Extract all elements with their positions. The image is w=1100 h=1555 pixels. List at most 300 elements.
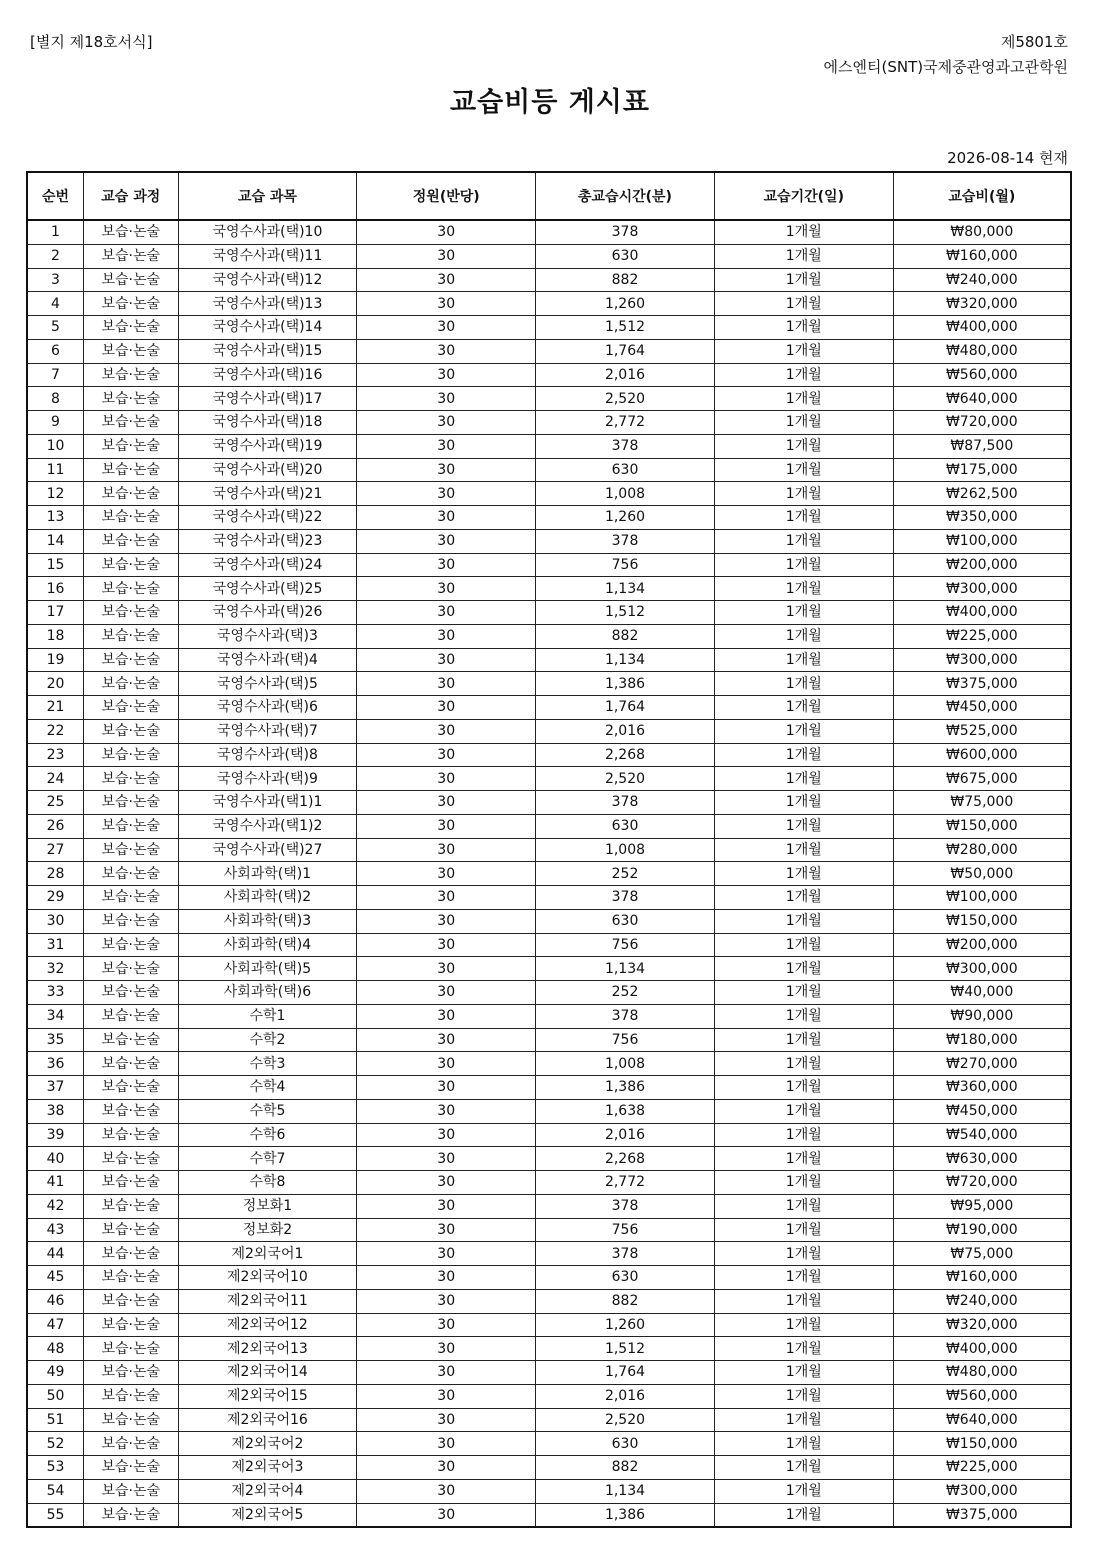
cell-course: 보습·논술: [84, 1147, 179, 1171]
cell-capacity: 30: [357, 292, 536, 316]
cell-fee: ₩87,500: [893, 434, 1071, 458]
cell-capacity: 30: [357, 1432, 536, 1456]
cell-course: 보습·논술: [84, 339, 179, 363]
column-header-subject: 교습 과목: [178, 172, 357, 220]
cell-subject: 국영수사과(택)25: [178, 577, 357, 601]
cell-total-minutes: 630: [536, 909, 715, 933]
cell-total-minutes: 630: [536, 1432, 715, 1456]
cell-seq: 50: [27, 1384, 84, 1408]
cell-capacity: 30: [357, 1099, 536, 1123]
cell-period: 1개월: [714, 1004, 893, 1028]
cell-subject: 국영수사과(택)15: [178, 339, 357, 363]
table-row: [27, 743, 1071, 767]
cell-fee: ₩50,000: [893, 862, 1071, 886]
cell-fee: ₩320,000: [893, 292, 1071, 316]
cell-capacity: 30: [357, 411, 536, 435]
table-row: [27, 411, 1071, 435]
cell-total-minutes: 1,008: [536, 838, 715, 862]
cell-seq: 1: [27, 220, 84, 244]
cell-capacity: 30: [357, 363, 536, 387]
cell-total-minutes: 2,268: [536, 743, 715, 767]
cell-total-minutes: 2,520: [536, 387, 715, 411]
cell-total-minutes: 1,764: [536, 696, 715, 720]
cell-period: 1개월: [714, 1076, 893, 1100]
cell-course: 보습·논술: [84, 316, 179, 340]
cell-seq: 49: [27, 1361, 84, 1385]
table-header-row: [27, 172, 1071, 220]
cell-fee: ₩630,000: [893, 1147, 1071, 1171]
cell-course: 보습·논술: [84, 1052, 179, 1076]
cell-fee: ₩240,000: [893, 268, 1071, 292]
cell-seq: 15: [27, 553, 84, 577]
table-row: [27, 1123, 1071, 1147]
cell-capacity: 30: [357, 814, 536, 838]
cell-fee: ₩150,000: [893, 909, 1071, 933]
cell-period: 1개월: [714, 553, 893, 577]
table-row: [27, 648, 1071, 672]
cell-total-minutes: 1,512: [536, 316, 715, 340]
cell-total-minutes: 1,260: [536, 292, 715, 316]
cell-total-minutes: 1,260: [536, 506, 715, 530]
cell-seq: 6: [27, 339, 84, 363]
table-row: [27, 767, 1071, 791]
cell-fee: ₩80,000: [893, 220, 1071, 244]
cell-seq: 7: [27, 363, 84, 387]
cell-subject: 국영수사과(택)11: [178, 244, 357, 268]
column-header-fee: 교습비(월): [893, 172, 1071, 220]
cell-total-minutes: 1,764: [536, 1361, 715, 1385]
cell-period: 1개월: [714, 933, 893, 957]
cell-fee: ₩300,000: [893, 1479, 1071, 1503]
cell-course: 보습·논술: [84, 387, 179, 411]
cell-course: 보습·논술: [84, 529, 179, 553]
cell-course: 보습·논술: [84, 1337, 179, 1361]
cell-subject: 국영수사과(택)9: [178, 767, 357, 791]
table-row: [27, 1337, 1071, 1361]
fee-table: [26, 171, 1072, 1528]
cell-seq: 51: [27, 1408, 84, 1432]
cell-fee: ₩200,000: [893, 933, 1071, 957]
cell-total-minutes: 378: [536, 886, 715, 910]
cell-total-minutes: 2,016: [536, 1384, 715, 1408]
table-row: [27, 1147, 1071, 1171]
cell-capacity: 30: [357, 1218, 536, 1242]
cell-course: 보습·논술: [84, 1123, 179, 1147]
cell-period: 1개월: [714, 1266, 893, 1290]
cell-total-minutes: 1,008: [536, 482, 715, 506]
cell-course: 보습·논술: [84, 1361, 179, 1385]
cell-fee: ₩40,000: [893, 981, 1071, 1005]
cell-total-minutes: 882: [536, 1456, 715, 1480]
cell-period: 1개월: [714, 981, 893, 1005]
cell-total-minutes: 756: [536, 933, 715, 957]
cell-fee: ₩640,000: [893, 1408, 1071, 1432]
cell-subject: 제2외국어3: [178, 1456, 357, 1480]
cell-course: 보습·논술: [84, 1099, 179, 1123]
cell-course: 보습·논술: [84, 1076, 179, 1100]
cell-capacity: 30: [357, 577, 536, 601]
cell-fee: ₩720,000: [893, 411, 1071, 435]
table-row: [27, 553, 1071, 577]
cell-subject: 수학5: [178, 1099, 357, 1123]
cell-period: 1개월: [714, 316, 893, 340]
table-row: [27, 1479, 1071, 1503]
cell-course: 보습·논술: [84, 1313, 179, 1337]
cell-total-minutes: 882: [536, 1289, 715, 1313]
cell-fee: ₩300,000: [893, 957, 1071, 981]
cell-subject: 국영수사과(택1)2: [178, 814, 357, 838]
table-row: [27, 696, 1071, 720]
cell-capacity: 30: [357, 1194, 536, 1218]
institution-name: 에스엔티(SNT)국제중관영과고관학원: [823, 58, 1068, 76]
table-row: [27, 292, 1071, 316]
cell-total-minutes: 1,008: [536, 1052, 715, 1076]
cell-course: 보습·논술: [84, 220, 179, 244]
cell-capacity: 30: [357, 696, 536, 720]
table-row: [27, 601, 1071, 625]
document-number: 제5801호: [1000, 33, 1068, 51]
cell-total-minutes: 252: [536, 981, 715, 1005]
cell-course: 보습·논술: [84, 743, 179, 767]
cell-seq: 12: [27, 482, 84, 506]
cell-subject: 제2외국어4: [178, 1479, 357, 1503]
cell-seq: 43: [27, 1218, 84, 1242]
cell-period: 1개월: [714, 363, 893, 387]
cell-course: 보습·논술: [84, 648, 179, 672]
cell-period: 1개월: [714, 482, 893, 506]
cell-fee: ₩160,000: [893, 244, 1071, 268]
cell-fee: ₩640,000: [893, 387, 1071, 411]
cell-subject: 사회과학(택)2: [178, 886, 357, 910]
cell-seq: 21: [27, 696, 84, 720]
cell-period: 1개월: [714, 1432, 893, 1456]
cell-total-minutes: 1,134: [536, 577, 715, 601]
cell-period: 1개월: [714, 1147, 893, 1171]
cell-period: 1개월: [714, 601, 893, 625]
cell-fee: ₩600,000: [893, 743, 1071, 767]
cell-subject: 제2외국어16: [178, 1408, 357, 1432]
cell-subject: 수학6: [178, 1123, 357, 1147]
page-title: 교습비등 게시표: [450, 87, 650, 118]
cell-course: 보습·논술: [84, 577, 179, 601]
table-row: [27, 1503, 1071, 1527]
cell-fee: ₩560,000: [893, 363, 1071, 387]
cell-period: 1개월: [714, 1408, 893, 1432]
cell-period: 1개월: [714, 791, 893, 815]
table-row: [27, 624, 1071, 648]
cell-seq: 33: [27, 981, 84, 1005]
cell-fee: ₩480,000: [893, 339, 1071, 363]
cell-period: 1개월: [714, 1289, 893, 1313]
cell-seq: 54: [27, 1479, 84, 1503]
table-row: [27, 838, 1071, 862]
cell-capacity: 30: [357, 1123, 536, 1147]
cell-subject: 국영수사과(택)6: [178, 696, 357, 720]
cell-period: 1개월: [714, 1337, 893, 1361]
cell-seq: 20: [27, 672, 84, 696]
cell-seq: 13: [27, 506, 84, 530]
cell-fee: ₩160,000: [893, 1266, 1071, 1290]
cell-total-minutes: 1,260: [536, 1313, 715, 1337]
table-row: [27, 316, 1071, 340]
cell-subject: 제2외국어1: [178, 1242, 357, 1266]
cell-fee: ₩90,000: [893, 1004, 1071, 1028]
cell-total-minutes: 2,772: [536, 411, 715, 435]
cell-fee: ₩400,000: [893, 316, 1071, 340]
cell-fee: ₩225,000: [893, 1456, 1071, 1480]
cell-capacity: 30: [357, 1171, 536, 1195]
cell-seq: 52: [27, 1432, 84, 1456]
cell-total-minutes: 1,386: [536, 672, 715, 696]
cell-fee: ₩450,000: [893, 696, 1071, 720]
cell-total-minutes: 252: [536, 862, 715, 886]
cell-period: 1개월: [714, 909, 893, 933]
cell-fee: ₩240,000: [893, 1289, 1071, 1313]
cell-fee: ₩175,000: [893, 458, 1071, 482]
cell-seq: 19: [27, 648, 84, 672]
cell-subject: 국영수사과(택)23: [178, 529, 357, 553]
table-row: [27, 719, 1071, 743]
column-header-period: 교습기간(일): [714, 172, 893, 220]
cell-seq: 38: [27, 1099, 84, 1123]
cell-capacity: 30: [357, 482, 536, 506]
cell-fee: ₩100,000: [893, 529, 1071, 553]
cell-total-minutes: 378: [536, 1194, 715, 1218]
cell-subject: 정보화1: [178, 1194, 357, 1218]
cell-fee: ₩360,000: [893, 1076, 1071, 1100]
cell-course: 보습·논술: [84, 1004, 179, 1028]
cell-capacity: 30: [357, 909, 536, 933]
cell-period: 1개월: [714, 1099, 893, 1123]
cell-subject: 제2외국어11: [178, 1289, 357, 1313]
cell-capacity: 30: [357, 553, 536, 577]
cell-course: 보습·논술: [84, 1289, 179, 1313]
cell-period: 1개월: [714, 767, 893, 791]
cell-subject: 국영수사과(택)20: [178, 458, 357, 482]
cell-seq: 3: [27, 268, 84, 292]
cell-total-minutes: 378: [536, 434, 715, 458]
table-row: [27, 1384, 1071, 1408]
cell-capacity: 30: [357, 862, 536, 886]
cell-seq: 25: [27, 791, 84, 815]
cell-course: 보습·논술: [84, 411, 179, 435]
cell-subject: 수학2: [178, 1028, 357, 1052]
cell-fee: ₩300,000: [893, 577, 1071, 601]
cell-period: 1개월: [714, 1503, 893, 1527]
cell-seq: 5: [27, 316, 84, 340]
cell-capacity: 30: [357, 1337, 536, 1361]
cell-subject: 국영수사과(택)3: [178, 624, 357, 648]
column-header-capacity: 정원(반당): [357, 172, 536, 220]
cell-period: 1개월: [714, 957, 893, 981]
cell-seq: 37: [27, 1076, 84, 1100]
cell-total-minutes: 1,764: [536, 339, 715, 363]
table-row: [27, 244, 1071, 268]
cell-total-minutes: 378: [536, 1242, 715, 1266]
cell-period: 1개월: [714, 1052, 893, 1076]
cell-subject: 사회과학(택)6: [178, 981, 357, 1005]
cell-subject: 수학8: [178, 1171, 357, 1195]
cell-fee: ₩200,000: [893, 553, 1071, 577]
cell-subject: 수학3: [178, 1052, 357, 1076]
cell-fee: ₩225,000: [893, 624, 1071, 648]
cell-period: 1개월: [714, 458, 893, 482]
cell-fee: ₩480,000: [893, 1361, 1071, 1385]
cell-seq: 53: [27, 1456, 84, 1480]
cell-seq: 17: [27, 601, 84, 625]
cell-period: 1개월: [714, 244, 893, 268]
cell-seq: 8: [27, 387, 84, 411]
table-row: [27, 339, 1071, 363]
cell-capacity: 30: [357, 434, 536, 458]
cell-capacity: 30: [357, 1076, 536, 1100]
cell-period: 1개월: [714, 1313, 893, 1337]
cell-course: 보습·논술: [84, 1456, 179, 1480]
cell-total-minutes: 1,386: [536, 1503, 715, 1527]
cell-total-minutes: 756: [536, 1028, 715, 1052]
cell-subject: 제2외국어5: [178, 1503, 357, 1527]
table-row: [27, 909, 1071, 933]
cell-fee: ₩525,000: [893, 719, 1071, 743]
cell-capacity: 30: [357, 1242, 536, 1266]
cell-capacity: 30: [357, 268, 536, 292]
cell-subject: 국영수사과(택)27: [178, 838, 357, 862]
table-row: [27, 1289, 1071, 1313]
cell-total-minutes: 1,512: [536, 1337, 715, 1361]
table-row: [27, 1313, 1071, 1337]
column-header-total-minutes: 총교습시간(분): [536, 172, 715, 220]
cell-subject: 국영수사과(택)18: [178, 411, 357, 435]
cell-period: 1개월: [714, 387, 893, 411]
cell-course: 보습·논술: [84, 886, 179, 910]
cell-course: 보습·논술: [84, 1432, 179, 1456]
cell-period: 1개월: [714, 862, 893, 886]
cell-subject: 국영수사과(택)13: [178, 292, 357, 316]
cell-total-minutes: 1,638: [536, 1099, 715, 1123]
cell-capacity: 30: [357, 1313, 536, 1337]
cell-subject: 국영수사과(택)16: [178, 363, 357, 387]
table-row: [27, 482, 1071, 506]
cell-total-minutes: 630: [536, 814, 715, 838]
cell-period: 1개월: [714, 696, 893, 720]
cell-subject: 국영수사과(택)8: [178, 743, 357, 767]
table-row: [27, 981, 1071, 1005]
cell-period: 1개월: [714, 648, 893, 672]
cell-total-minutes: 2,016: [536, 719, 715, 743]
cell-total-minutes: 1,134: [536, 648, 715, 672]
table-row: [27, 791, 1071, 815]
cell-seq: 31: [27, 933, 84, 957]
cell-fee: ₩400,000: [893, 1337, 1071, 1361]
cell-course: 보습·논술: [84, 1028, 179, 1052]
cell-course: 보습·논술: [84, 268, 179, 292]
cell-seq: 24: [27, 767, 84, 791]
cell-fee: ₩400,000: [893, 601, 1071, 625]
cell-period: 1개월: [714, 1456, 893, 1480]
cell-capacity: 30: [357, 458, 536, 482]
cell-fee: ₩95,000: [893, 1194, 1071, 1218]
cell-capacity: 30: [357, 1479, 536, 1503]
cell-total-minutes: 630: [536, 244, 715, 268]
cell-fee: ₩270,000: [893, 1052, 1071, 1076]
as-of-date: 2026-08-14 현재: [947, 149, 1068, 167]
cell-capacity: 30: [357, 220, 536, 244]
cell-subject: 제2외국어13: [178, 1337, 357, 1361]
cell-course: 보습·논술: [84, 482, 179, 506]
cell-period: 1개월: [714, 1218, 893, 1242]
cell-subject: 국영수사과(택)26: [178, 601, 357, 625]
cell-seq: 36: [27, 1052, 84, 1076]
cell-seq: 35: [27, 1028, 84, 1052]
cell-subject: 수학1: [178, 1004, 357, 1028]
cell-period: 1개월: [714, 1242, 893, 1266]
cell-capacity: 30: [357, 1361, 536, 1385]
cell-capacity: 30: [357, 1384, 536, 1408]
cell-capacity: 30: [357, 648, 536, 672]
cell-fee: ₩720,000: [893, 1171, 1071, 1195]
table-row: [27, 1266, 1071, 1290]
cell-subject: 국영수사과(택)4: [178, 648, 357, 672]
cell-total-minutes: 378: [536, 529, 715, 553]
form-label: [별지 제18호서식]: [30, 33, 153, 51]
cell-total-minutes: 2,268: [536, 1147, 715, 1171]
cell-fee: ₩375,000: [893, 1503, 1071, 1527]
cell-capacity: 30: [357, 1004, 536, 1028]
cell-seq: 32: [27, 957, 84, 981]
cell-subject: 국영수사과(택)24: [178, 553, 357, 577]
cell-subject: 국영수사과(택)17: [178, 387, 357, 411]
cell-total-minutes: 1,134: [536, 957, 715, 981]
cell-capacity: 30: [357, 601, 536, 625]
table-row: [27, 387, 1071, 411]
cell-capacity: 30: [357, 767, 536, 791]
cell-course: 보습·논술: [84, 791, 179, 815]
cell-period: 1개월: [714, 1171, 893, 1195]
cell-course: 보습·논술: [84, 719, 179, 743]
table-row: [27, 1242, 1071, 1266]
cell-subject: 수학7: [178, 1147, 357, 1171]
table-row: [27, 529, 1071, 553]
cell-seq: 4: [27, 292, 84, 316]
cell-seq: 2: [27, 244, 84, 268]
cell-fee: ₩75,000: [893, 791, 1071, 815]
cell-capacity: 30: [357, 719, 536, 743]
cell-course: 보습·논술: [84, 458, 179, 482]
cell-fee: ₩100,000: [893, 886, 1071, 910]
cell-total-minutes: 2,016: [536, 363, 715, 387]
cell-subject: 제2외국어15: [178, 1384, 357, 1408]
cell-course: 보습·논술: [84, 601, 179, 625]
cell-fee: ₩150,000: [893, 1432, 1071, 1456]
cell-fee: ₩350,000: [893, 506, 1071, 530]
cell-total-minutes: 2,520: [536, 1408, 715, 1432]
table-row: [27, 862, 1071, 886]
cell-seq: 14: [27, 529, 84, 553]
cell-seq: 23: [27, 743, 84, 767]
cell-subject: 국영수사과(택)7: [178, 719, 357, 743]
table-row: [27, 1456, 1071, 1480]
cell-seq: 29: [27, 886, 84, 910]
cell-subject: 국영수사과(택)19: [178, 434, 357, 458]
cell-course: 보습·논술: [84, 1194, 179, 1218]
cell-subject: 사회과학(택)1: [178, 862, 357, 886]
table-row: [27, 933, 1071, 957]
cell-fee: ₩262,500: [893, 482, 1071, 506]
cell-seq: 11: [27, 458, 84, 482]
cell-total-minutes: 2,520: [536, 767, 715, 791]
cell-course: 보습·논술: [84, 1503, 179, 1527]
cell-fee: ₩180,000: [893, 1028, 1071, 1052]
